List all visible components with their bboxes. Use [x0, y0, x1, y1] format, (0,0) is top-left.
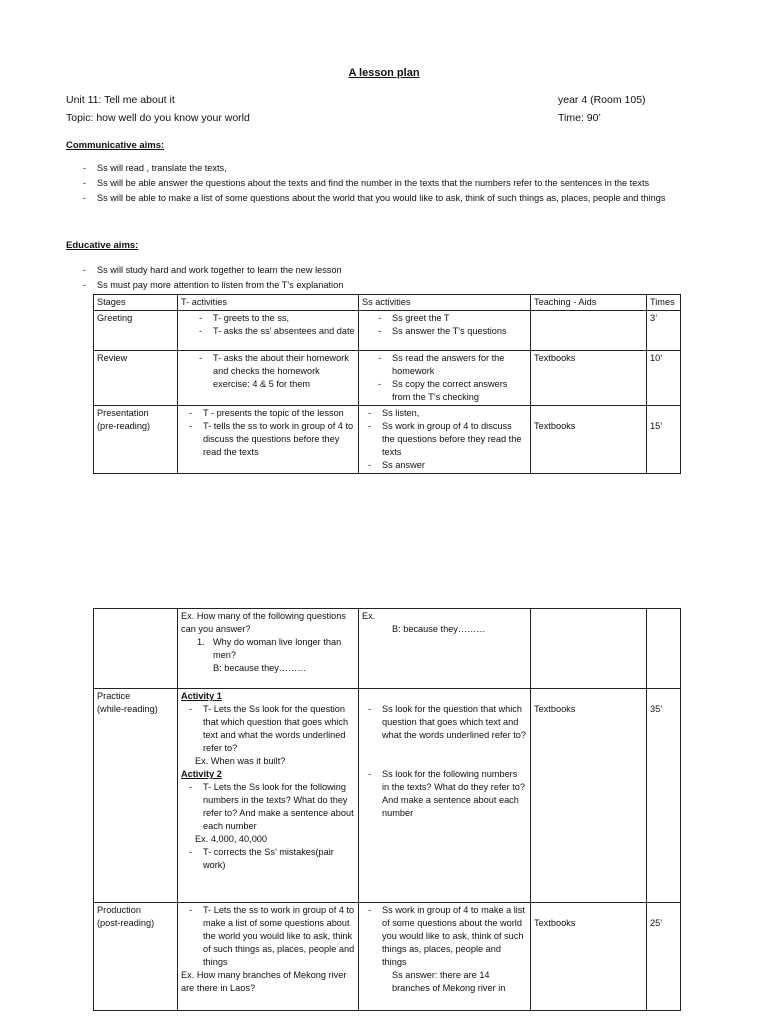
list-item: - Ss greet the T — [372, 312, 527, 325]
ss-activities-cell — [359, 609, 531, 689]
list-item: - Ss copy the correct answers from the T’s checking — [372, 378, 527, 404]
educative-aims-heading: Educative aims: — [66, 240, 139, 251]
list-item: - Ss must pay more attention to listen from the T’s explanation — [81, 279, 701, 292]
list-item: - T- asks the ss’ absentees and date — [191, 325, 355, 338]
activity-2-heading: Activity 2 — [181, 769, 222, 779]
year-line: year 4 (Room 105) — [558, 94, 646, 106]
table-row — [94, 609, 681, 689]
stage-cell: Review — [94, 351, 178, 406]
list-item: - Ss work in group of 4 to make a list of some questions about the world you would like to ask, think of such things as, places, people and things — [362, 904, 527, 969]
list-item: - T- tells the ss to work in group of 4 to discuss the questions before they read the texts — [181, 420, 355, 459]
list-item: - T- Lets the Ss look for the following numbers in the texts? What do they refer to? And make a sentence about each number — [181, 781, 355, 833]
list-item: - Ss will read , translate the texts, — [81, 162, 701, 175]
t-activities-cell — [178, 311, 359, 351]
lesson-table-2 — [93, 608, 681, 1011]
stage-cell: Practice (while-reading) — [94, 689, 178, 903]
lesson-table-1 — [93, 294, 681, 474]
aids-cell — [531, 311, 647, 351]
header-stages: Stages — [94, 295, 178, 311]
example-line: Ex. How many branches of Mekong river are there in Laos? — [181, 970, 347, 993]
stage-cell: Greeting — [94, 311, 178, 351]
example-line: Ex. 4,000, 40,000 — [195, 834, 268, 844]
ss-activities-cell — [359, 351, 531, 406]
list-item: - Ss work in group of 4 to discuss the questions before they read the texts — [362, 420, 527, 459]
communicative-aims-list — [81, 162, 701, 205]
time-cell: 3’ — [647, 311, 681, 351]
t-activities-cell — [178, 903, 359, 1011]
list-item: - T- Lets the ss to work in group of 4 to make a list of some questions about the world you would like to ask, think of such things as, places, people and things — [181, 904, 355, 969]
list-item: - Ss listen, — [362, 407, 527, 420]
list-item: - Ss look for the following numbers in the texts? What do they refer to? And make a sentence about each number — [362, 768, 527, 820]
header-t-activities: T- activities — [178, 295, 359, 311]
header-times: Times — [647, 295, 681, 311]
ss-activities-cell — [359, 406, 531, 474]
time-cell: 10’ — [647, 351, 681, 406]
list-item: - Ss answer — [362, 459, 527, 472]
time-cell: 35’ — [647, 689, 681, 903]
example-answer: B: because they……… — [213, 663, 307, 673]
time-line: Time: 90’ — [558, 112, 601, 124]
aids-cell — [531, 609, 647, 689]
example-intro: Ex. How many of the following questions can you answer? — [181, 611, 346, 634]
page-title: A lesson plan — [348, 67, 420, 79]
t-activities-cell — [178, 609, 359, 689]
list-item: - Ss look for the question that which question that goes which text and what the words underlined refer to? — [362, 703, 527, 742]
aids-cell: Textbooks — [531, 689, 647, 903]
aids-cell: Textbooks — [531, 903, 647, 1011]
aids-cell: Textbooks — [531, 351, 647, 406]
header-teaching-aids: Teaching - Aids — [531, 295, 647, 311]
ss-activities-cell — [359, 903, 531, 1011]
table-row — [94, 689, 681, 903]
example-line: Ex. When was it built? — [195, 756, 286, 766]
list-item: - Ss will be able to make a list of some questions about the world that you would like to ask, think of such things as, places, people and things — [81, 192, 701, 205]
ss-activities-cell — [359, 311, 531, 351]
t-activities-cell — [178, 351, 359, 406]
educative-aims-list — [81, 264, 701, 292]
table-row — [94, 903, 681, 1011]
list-item: - T- greets to the ss, — [191, 312, 355, 325]
topic-line: Topic: how well do you know your world — [66, 112, 250, 124]
list-item: - Ss will be able answer the questions about the texts and find the number in the texts that the numbers refer to the sentences in the texts — [81, 177, 701, 190]
stage-cell: Production (post-reading) — [94, 903, 178, 1011]
aids-cell: Textbooks — [531, 406, 647, 474]
time-cell — [647, 609, 681, 689]
time-cell: 25’ — [647, 903, 681, 1011]
activity-1-heading: Activity 1 — [181, 691, 222, 701]
example-question: 1. Why do woman live longer than men? — [181, 636, 355, 662]
communicative-aims-heading: Communicative aims: — [66, 140, 165, 151]
ss-activities-cell — [359, 689, 531, 903]
list-item: - Ss read the answers for the homework — [372, 352, 527, 378]
time-cell: 15’ — [647, 406, 681, 474]
stage-cell — [94, 609, 178, 689]
list-item: - Ss will study hard and work together to learn the new lesson — [81, 264, 701, 277]
list-item: - T- corrects the Ss’ mistakes(pair work) — [181, 846, 355, 872]
example-label: Ex. — [362, 611, 376, 621]
header-ss-activities: Ss activities — [359, 295, 531, 311]
list-item: - T- asks the about their homework and checks the homework exercise: 4 & 5 for them — [191, 352, 355, 391]
stage-cell: Presentation (pre-reading) — [94, 406, 178, 474]
list-item: - T - presents the topic of the lesson — [181, 407, 355, 420]
t-activities-cell — [178, 406, 359, 474]
table-row — [94, 311, 681, 351]
t-activities-cell — [178, 689, 359, 903]
answer-line: Ss answer: there are 14 branches of Mekong river in — [392, 970, 506, 993]
example-answer: B: because they……… — [392, 624, 486, 634]
table-row — [94, 351, 681, 406]
unit-line: Unit 11: Tell me about it — [66, 94, 175, 106]
list-item: - Ss answer the T’s questions — [372, 325, 527, 338]
table-header-row — [94, 295, 681, 311]
table-row — [94, 406, 681, 474]
list-item: - T- Lets the Ss look for the question that which question that goes which text and what the words underlined refer to? — [181, 703, 355, 755]
